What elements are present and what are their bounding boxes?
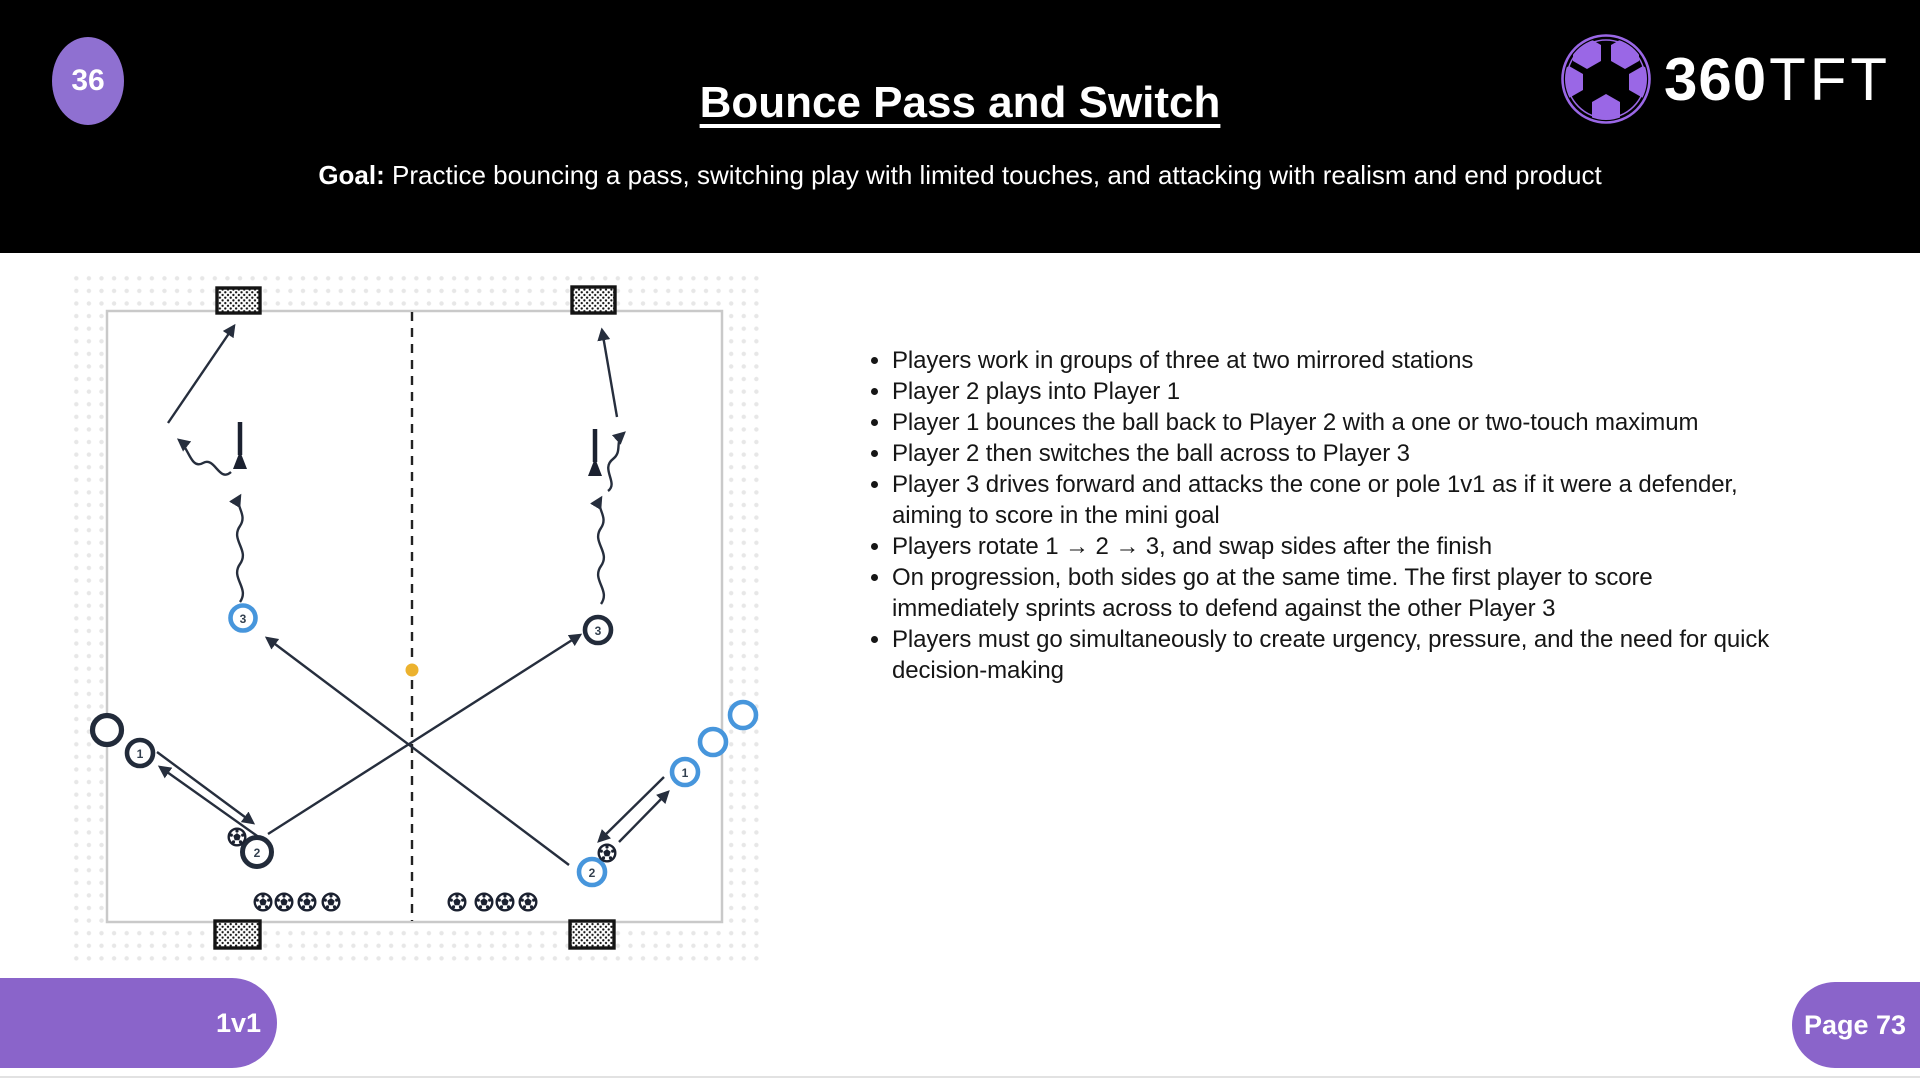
soccer-ball-icon [323,894,340,911]
instruction-item: • Players work in groups of three at two mirrored stations [892,345,1773,376]
header-bar [0,0,1920,253]
instruction-item: • Players rotate 1 → 2 → 3, and swap sides after the finish [892,531,1773,562]
mini-goal-top-left [217,288,260,313]
brand-logo [1560,33,1891,125]
instructions-list [868,345,1773,686]
soccer-ball-icon [276,894,293,911]
svg-text:3: 3 [239,612,247,626]
svg-text:2: 2 [253,846,261,860]
session-number: 36 [71,64,105,97]
player-marker-right-spare-b [700,729,726,755]
instructions-panel [868,345,1773,686]
player-marker-left-2 [243,838,272,867]
drill-diagram [70,272,762,964]
svg-text:1: 1 [681,766,689,780]
mini-goal-bottom-left [215,921,260,948]
brand-text-tft: TFT [1769,45,1892,113]
svg-text:2: 2 [588,866,596,880]
instruction-item: • Player 3 drives forward and attacks the cone or pole 1v1 as if it were a defender, aiming to score in the mini goal [892,469,1773,531]
mini-goal-bottom-right [570,921,614,948]
player-marker-left-1 [127,740,153,766]
soccer-ball-logo-icon [1560,33,1652,125]
player-marker-right-spare-a [730,702,756,728]
player-marker-right-3 [585,617,611,643]
instruction-item: • Players must go simultaneously to create urgency, pressure, and the need for quick decision-making [892,624,1773,686]
soccer-ball-icon [476,894,493,911]
player-marker-left-spare [93,716,122,745]
mini-goal-top-right [572,287,615,313]
svg-text:1: 1 [136,747,144,761]
soccer-ball-icon [255,894,272,911]
goal-line [0,160,1920,191]
center-dot [406,664,419,677]
instruction-item: • Player 2 plays into Player 1 [892,376,1773,407]
instruction-item: • Player 1 bounces the ball back to Player 2 with a one or two-touch maximum [892,407,1773,438]
soccer-ball-icon [497,894,514,911]
category-label: 1v1 [215,1007,261,1038]
soccer-ball-icon [449,894,466,911]
instruction-item: • Player 2 then switches the ball across to Player 3 [892,438,1773,469]
category-pill [0,978,277,1068]
player-marker-right-2 [579,859,605,885]
drill-diagram-canvas [70,272,762,964]
instruction-item: • On progression, both sides go at the same time. The first player to score immediately sprints across to defend against the other Player 3 [892,562,1773,624]
bottom-rule [0,1076,1920,1078]
soccer-ball-icon [520,894,537,911]
page-title: Bounce Pass and Switch [699,78,1221,127]
goal-text: Practice bouncing a pass, switching play with limited touches, and attacking with realism and end product [392,160,1602,190]
page-number-pill [1792,982,1920,1068]
soccer-ball-icon [599,845,616,862]
page-number-label: Page 73 [1804,1009,1907,1040]
goal-label: Goal: [318,160,385,190]
soccer-ball-icon [299,894,316,911]
soccer-ball-icon [229,829,246,846]
player-marker-right-1 [672,759,698,785]
player-marker-left-3 [231,606,256,631]
brand-text-360: 360 [1664,45,1768,113]
svg-text:3: 3 [594,624,602,638]
